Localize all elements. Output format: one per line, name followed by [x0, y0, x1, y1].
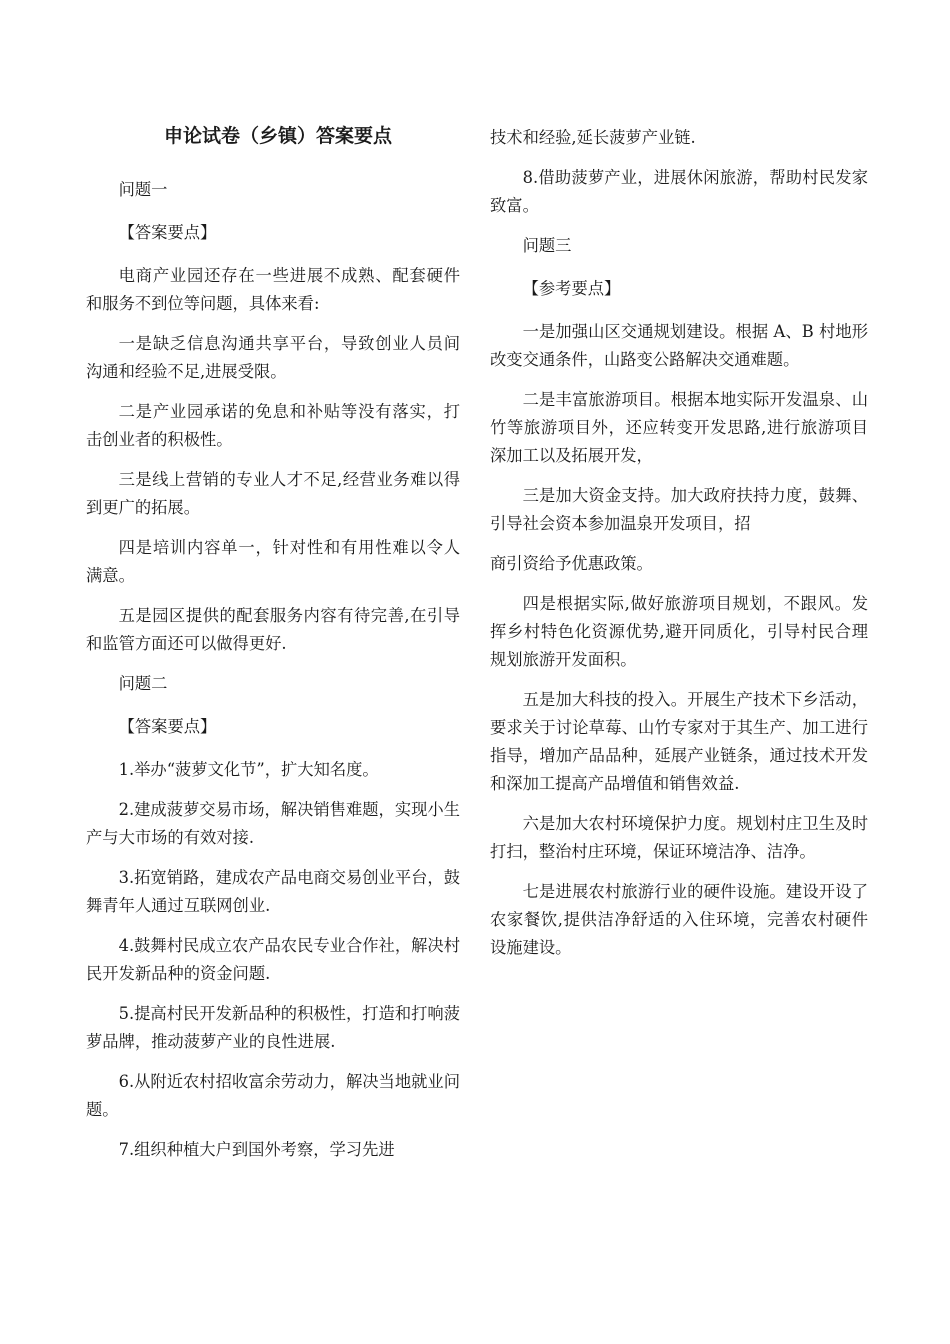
right-column [490, 124, 868, 974]
q3-point-5: 五是加大科技的投入。开展生产技术下乡活动，要求关于讨论草莓、山竹专家对于其生产、加工进行指导，增加产品品种，延展产业链条，通过技术开发和深加工提高产品增值和销售效益. [490, 690, 868, 793]
q3-point-4: 四是根据实际,做好旅游项目规划，不跟风。发挥乡村特色化资源优势,避开同质化，引导村民合理规划旅游开发面积。 [490, 594, 868, 669]
q3-point-6: 六是加大农村环境保护力度。规划村庄卫生及时打扫，整治村庄环境，保证环境洁净、洁净。 [490, 814, 868, 861]
q2-point-4: 4.鼓舞村民成立农产品农民专业合作社，解决村民开发新品种的资金问题. [86, 936, 460, 983]
q1-point-2: 二是产业园承诺的免息和补贴等没有落实，打击创业者的积极性。 [86, 402, 460, 449]
q2-point-5: 5.提高村民开发新品种的积极性，打造和打响菠萝品牌，推动菠萝产业的良性进展. [86, 1004, 460, 1051]
question-2-answer-label: 【答案要点】 [118, 717, 217, 736]
question-1-answer-label: 【答案要点】 [118, 223, 217, 242]
q3-point-2: 二是丰富旅游项目。根据本地实际开发温泉、山竹等旅游项目外，还应转变开发思路,进行旅游项目深加工以及拓展开发， [490, 390, 868, 465]
q2-point-8: 8.借助菠萝产业，进展休闲旅游，帮助村民发家致富。 [490, 168, 868, 215]
q3-point-1: 一是加强山区交通规划建设。根据 A、B 村地形改变交通条件，山路变公路解决交通难题。 [490, 322, 868, 369]
q3-point-3-continued: 商引资给予优惠政策。 [490, 554, 653, 573]
q2-point-6: 6.从附近农村招收富余劳动力，解决当地就业问题。 [86, 1072, 460, 1119]
q2-point-1: 1.举办“菠萝文化节”，扩大知名度。 [118, 760, 379, 779]
document-title: 申论试卷（乡镇）答案要点 [163, 125, 392, 147]
question-2-heading: 问题二 [118, 674, 168, 693]
q1-point-4: 四是培训内容单一，针对性和有用性难以令人满意。 [86, 538, 460, 585]
q1-intro: 电商产业园还存在一些进展不成熟、配套硬件和服务不到位等问题，具体来看: [86, 266, 460, 313]
question-3-heading: 问题三 [522, 236, 572, 255]
left-column [86, 120, 460, 1176]
q2-point-7: 7.组织种植大户到国外考察，学习先进 [118, 1140, 395, 1159]
q1-point-1: 一是缺乏信息沟通共享平台，导致创业人员间沟通和经验不足,进展受限。 [86, 334, 460, 381]
question-1-heading: 问题一 [118, 180, 168, 199]
q3-point-7: 七是进展农村旅游行业的硬件设施。建设开设了农家餐饮,提供洁净舒适的入住环境，完善农村硬件设施建设。 [490, 882, 868, 957]
q1-point-3: 三是线上营销的专业人才不足,经营业务难以得到更广的拓展。 [86, 470, 460, 517]
q3-point-3: 三是加大资金支持。加大政府扶持力度，鼓舞、引导社会资本参加温泉开发项目，招 [490, 486, 868, 533]
q2-point-7-continued: 技术和经验,延长菠萝产业链. [490, 128, 696, 147]
q1-point-5: 五是园区提供的配套服务内容有待完善,在引导和监管方面还可以做得更好. [86, 606, 460, 653]
q2-point-3: 3.拓宽销路，建成农产品电商交易创业平台，鼓舞青年人通过互联网创业. [86, 868, 460, 915]
q2-point-2: 2.建成菠萝交易市场，解决销售难题，实现小生产与大市场的有效对接. [86, 800, 460, 847]
question-3-reference-label: 【参考要点】 [522, 279, 621, 298]
